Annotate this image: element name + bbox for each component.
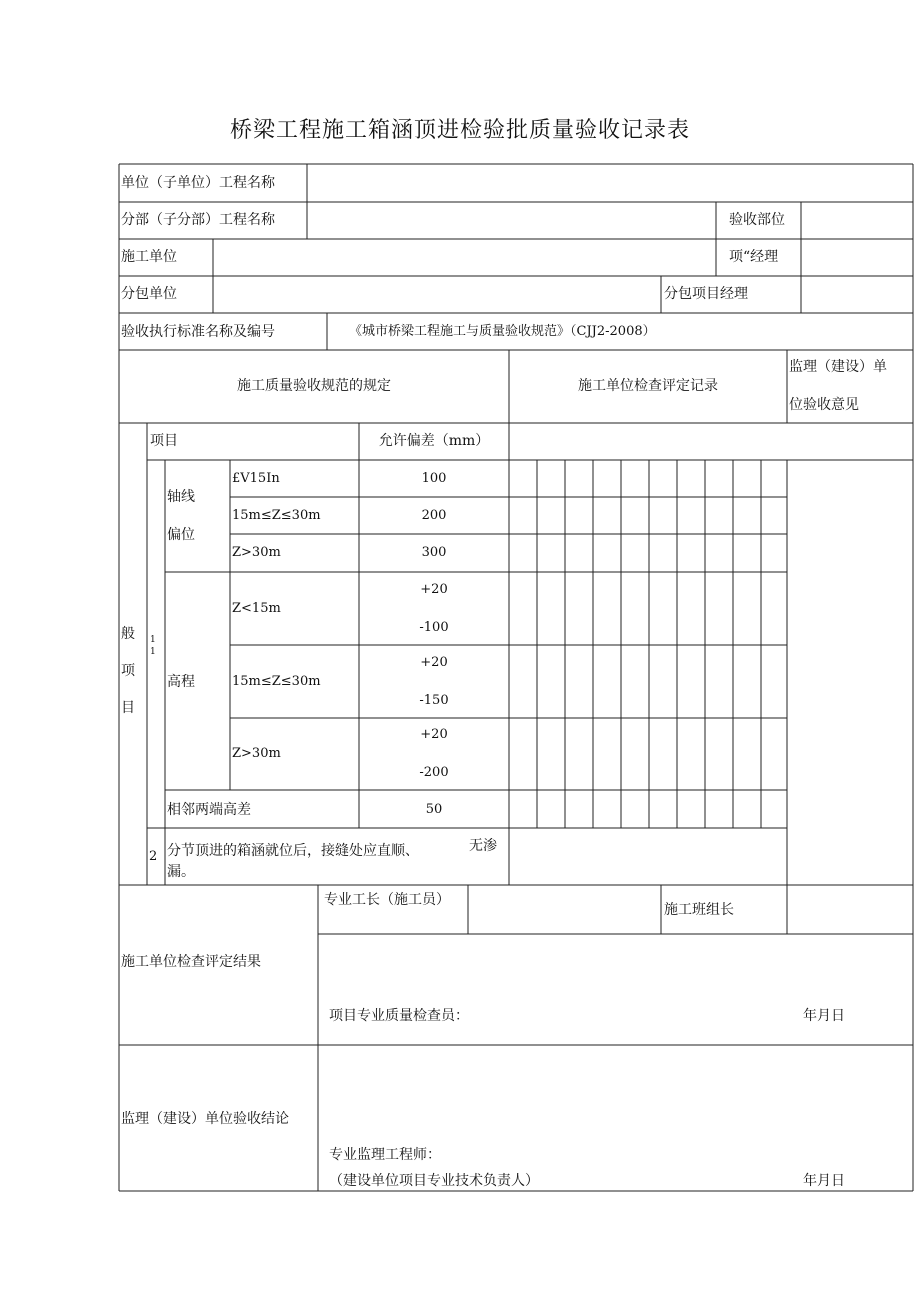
quality-inspector-label: 项目专业质量检查员： (329, 1008, 469, 1024)
elevation-label: 高程 (167, 674, 195, 690)
subcontractor-label: 分包单位 (121, 286, 177, 302)
team-leader-label: 施工班组长 (664, 902, 734, 918)
elevation-condition: Z<15m (232, 601, 281, 616)
construction-result-date: 年月日 (803, 1008, 845, 1024)
item2-text-line2: 漏。 (167, 864, 195, 880)
page-title: 桥梁工程施工箱涵顶进检验批质量验收记录表 (229, 118, 690, 143)
standard-label: 验收执行标准名称及编号 (121, 324, 275, 340)
axis-offset-label-line1: 轴线 (167, 489, 195, 505)
foreman-label: 专业工长（施工员） (324, 892, 450, 908)
end-height-diff-label: 相邻两端高差 (167, 802, 251, 818)
elevation-upper-tolerance: +20 (420, 727, 448, 742)
unit-project-name-label: 单位（子单位）工程名称 (121, 175, 275, 191)
general-category-char-2: 项 (121, 663, 135, 679)
subcontract-manager-label: 分包项目经理 (664, 286, 748, 302)
item2-number: 2 (149, 849, 158, 864)
end-height-diff-value: 50 (425, 802, 443, 817)
axis-tolerance-value: 100 (421, 471, 447, 486)
elevation-condition: 15m≤Z≤30m (232, 674, 321, 689)
elevation-condition: Z>30m (232, 746, 281, 761)
axis-tolerance-value: 200 (421, 508, 447, 523)
axis-condition: Z>30m (232, 545, 281, 560)
standard-value: 《城市桥梁工程施工与质量验收规范》（CJJ2-2008） (349, 324, 656, 339)
axis-tolerance-value: 300 (421, 545, 447, 560)
elevation-lower-tolerance: -150 (419, 693, 449, 708)
supervisor-opinion-header-line2: 位验收意见 (789, 397, 859, 413)
general-category-char-3: 目 (121, 700, 135, 716)
tolerance-header: 允许偏差（mm） (378, 433, 490, 449)
axis-condition: 15m≤Z≤30m (232, 508, 321, 523)
item2-text-extra: 无渗 (469, 838, 497, 854)
item-header: 项目 (150, 433, 178, 449)
axis-condition: £V15In (232, 471, 280, 486)
spec-header: 施工质量验收规范的规定 (237, 378, 391, 394)
construction-unit-label: 施工单位 (121, 249, 177, 265)
elevation-lower-tolerance: -100 (419, 620, 449, 635)
general-category-char-1: 般 (121, 626, 135, 642)
supervision-conclusion-label: 监理（建设）单位验收结论 (121, 1111, 289, 1127)
supervision-conclusion-date: 年月日 (803, 1173, 845, 1189)
acceptance-part-label: 验收部位 (729, 212, 785, 228)
item1-number-char-2: 1 (150, 647, 156, 657)
elevation-upper-tolerance: +20 (420, 655, 448, 670)
item2-text-line1: 分节顶进的箱涵就位后，接缝处应直顺、 (167, 843, 419, 859)
item1-number-char-1: 1 (150, 635, 156, 645)
axis-offset-label-line2: 偏位 (167, 527, 195, 543)
supervisor-opinion-header-line1: 监理（建设）单 (789, 359, 887, 375)
supervision-engineer-label: 专业监理工程师： (329, 1147, 441, 1163)
construction-result-label: 施工单位检查评定结果 (121, 954, 261, 970)
division-project-name-label: 分部（子分部）工程名称 (121, 212, 275, 228)
elevation-lower-tolerance: -200 (419, 765, 449, 780)
owner-tech-lead-label: （建设单位项目专业技术负责人） (329, 1173, 539, 1189)
check-record-header: 施工单位检查评定记录 (578, 378, 718, 394)
elevation-upper-tolerance: +20 (420, 582, 448, 597)
project-manager-label: 项“经理 (729, 249, 779, 265)
